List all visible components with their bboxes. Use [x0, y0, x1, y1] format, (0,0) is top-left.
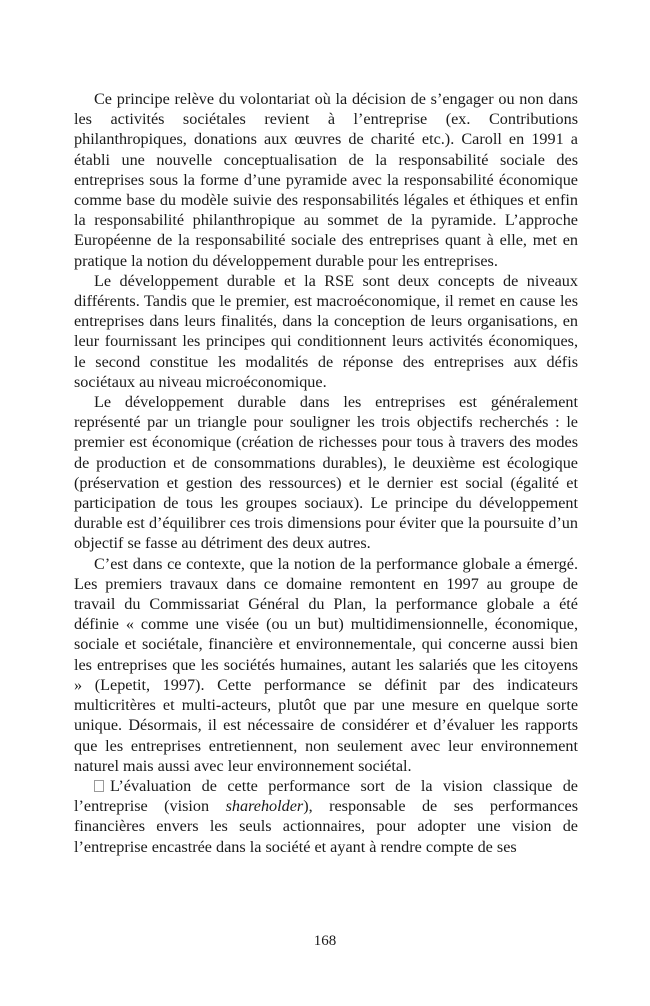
missing-glyph-icon [94, 780, 104, 792]
paragraph-5-emphasis: shareholder [225, 797, 304, 816]
paragraph-4: C’est dans ce contexte, que la notion de la performance globale a émergé. Les premiers travaux dans ce domaine remontent en 1997 au groupe de travail du Commissariat Général du Plan, la performance globale a été définie « comme une visée (ou un but) multidimensionnelle, économique, sociale et sociétale, financière et environnementale, qui concerne aussi bien les entreprises que les sociétés humaines, autant les salariés que les citoyens » (Lepetit, 1997). Cette performance se définit par des indicateurs multicritères et multi-acteurs, plutôt que par une mesure en quelque sorte unique. Désormais, il est nécessaire de considérer et d’évaluer les rapports que les entreprises entretiennent, non seulement avec leur environnement naturel mais aussi avec leur environnement sociétal. [74, 554, 578, 775]
paragraph-5-text-start: L’évaluation de cette performance sort de la vision classique de l’entreprise (vision [74, 776, 578, 816]
paragraph-2: Le développement durable et la RSE sont deux concepts de niveaux différents. Tandis que le premier, est macroéconomique, il remet en cause les entreprises dans leurs finalités, dans la conception de leurs organisations, en leur fournissant les principes qui conditionnent leurs activités économiques, le second constitue les modalités de réponse des entreprises aux défis sociétaux au niveau microéconomique. [74, 271, 578, 391]
page-body [74, 89, 578, 857]
page-number: 168 [313, 933, 337, 949]
paragraph-3: Le développement durable dans les entreprises est généralement représenté par un triangle pour souligner les trois objectifs recherchés : le premier est économique (création de richesses pour tous à travers des modes de production et de consommations durables), le deuxième est écologique (préservation et gestion des ressources) et le dernier est social (égalité et participation de tous les groupes sociaux). Le principe du développement durable est d’équilibrer ces trois dimensions pour éviter que la poursuite d’un objectif se fasse au détriment des deux autres. [74, 393, 578, 553]
paragraph-1: Ce principe relève du volontariat où la décision de s’engager ou non dans les activités sociétales revient à l’entreprise (ex. Contributions philanthropiques, donations aux œuvres de charité etc.). Caroll en 1991 a établi une nouvelle conceptualisation de la responsabilité sociale des entreprises sous la forme d’une pyramide avec la responsabilité économique comme base du modèle suivie des responsabilités légales et éthiques et enfin la responsabilité philanthropique au sommet de la pyramide. L’approche Européenne de la responsabilité sociale des entreprises quant à elle, met en pratique la notion du développement durable pour les entreprises. [74, 90, 578, 270]
paragraph-5-text-end: ), responsable de ses performances financières envers les seuls actionnaires, pour adopter une vision de l’entreprise encastrée dans la société et ayant à rendre compte de ses [74, 797, 579, 856]
paragraph-5 [74, 776, 578, 857]
